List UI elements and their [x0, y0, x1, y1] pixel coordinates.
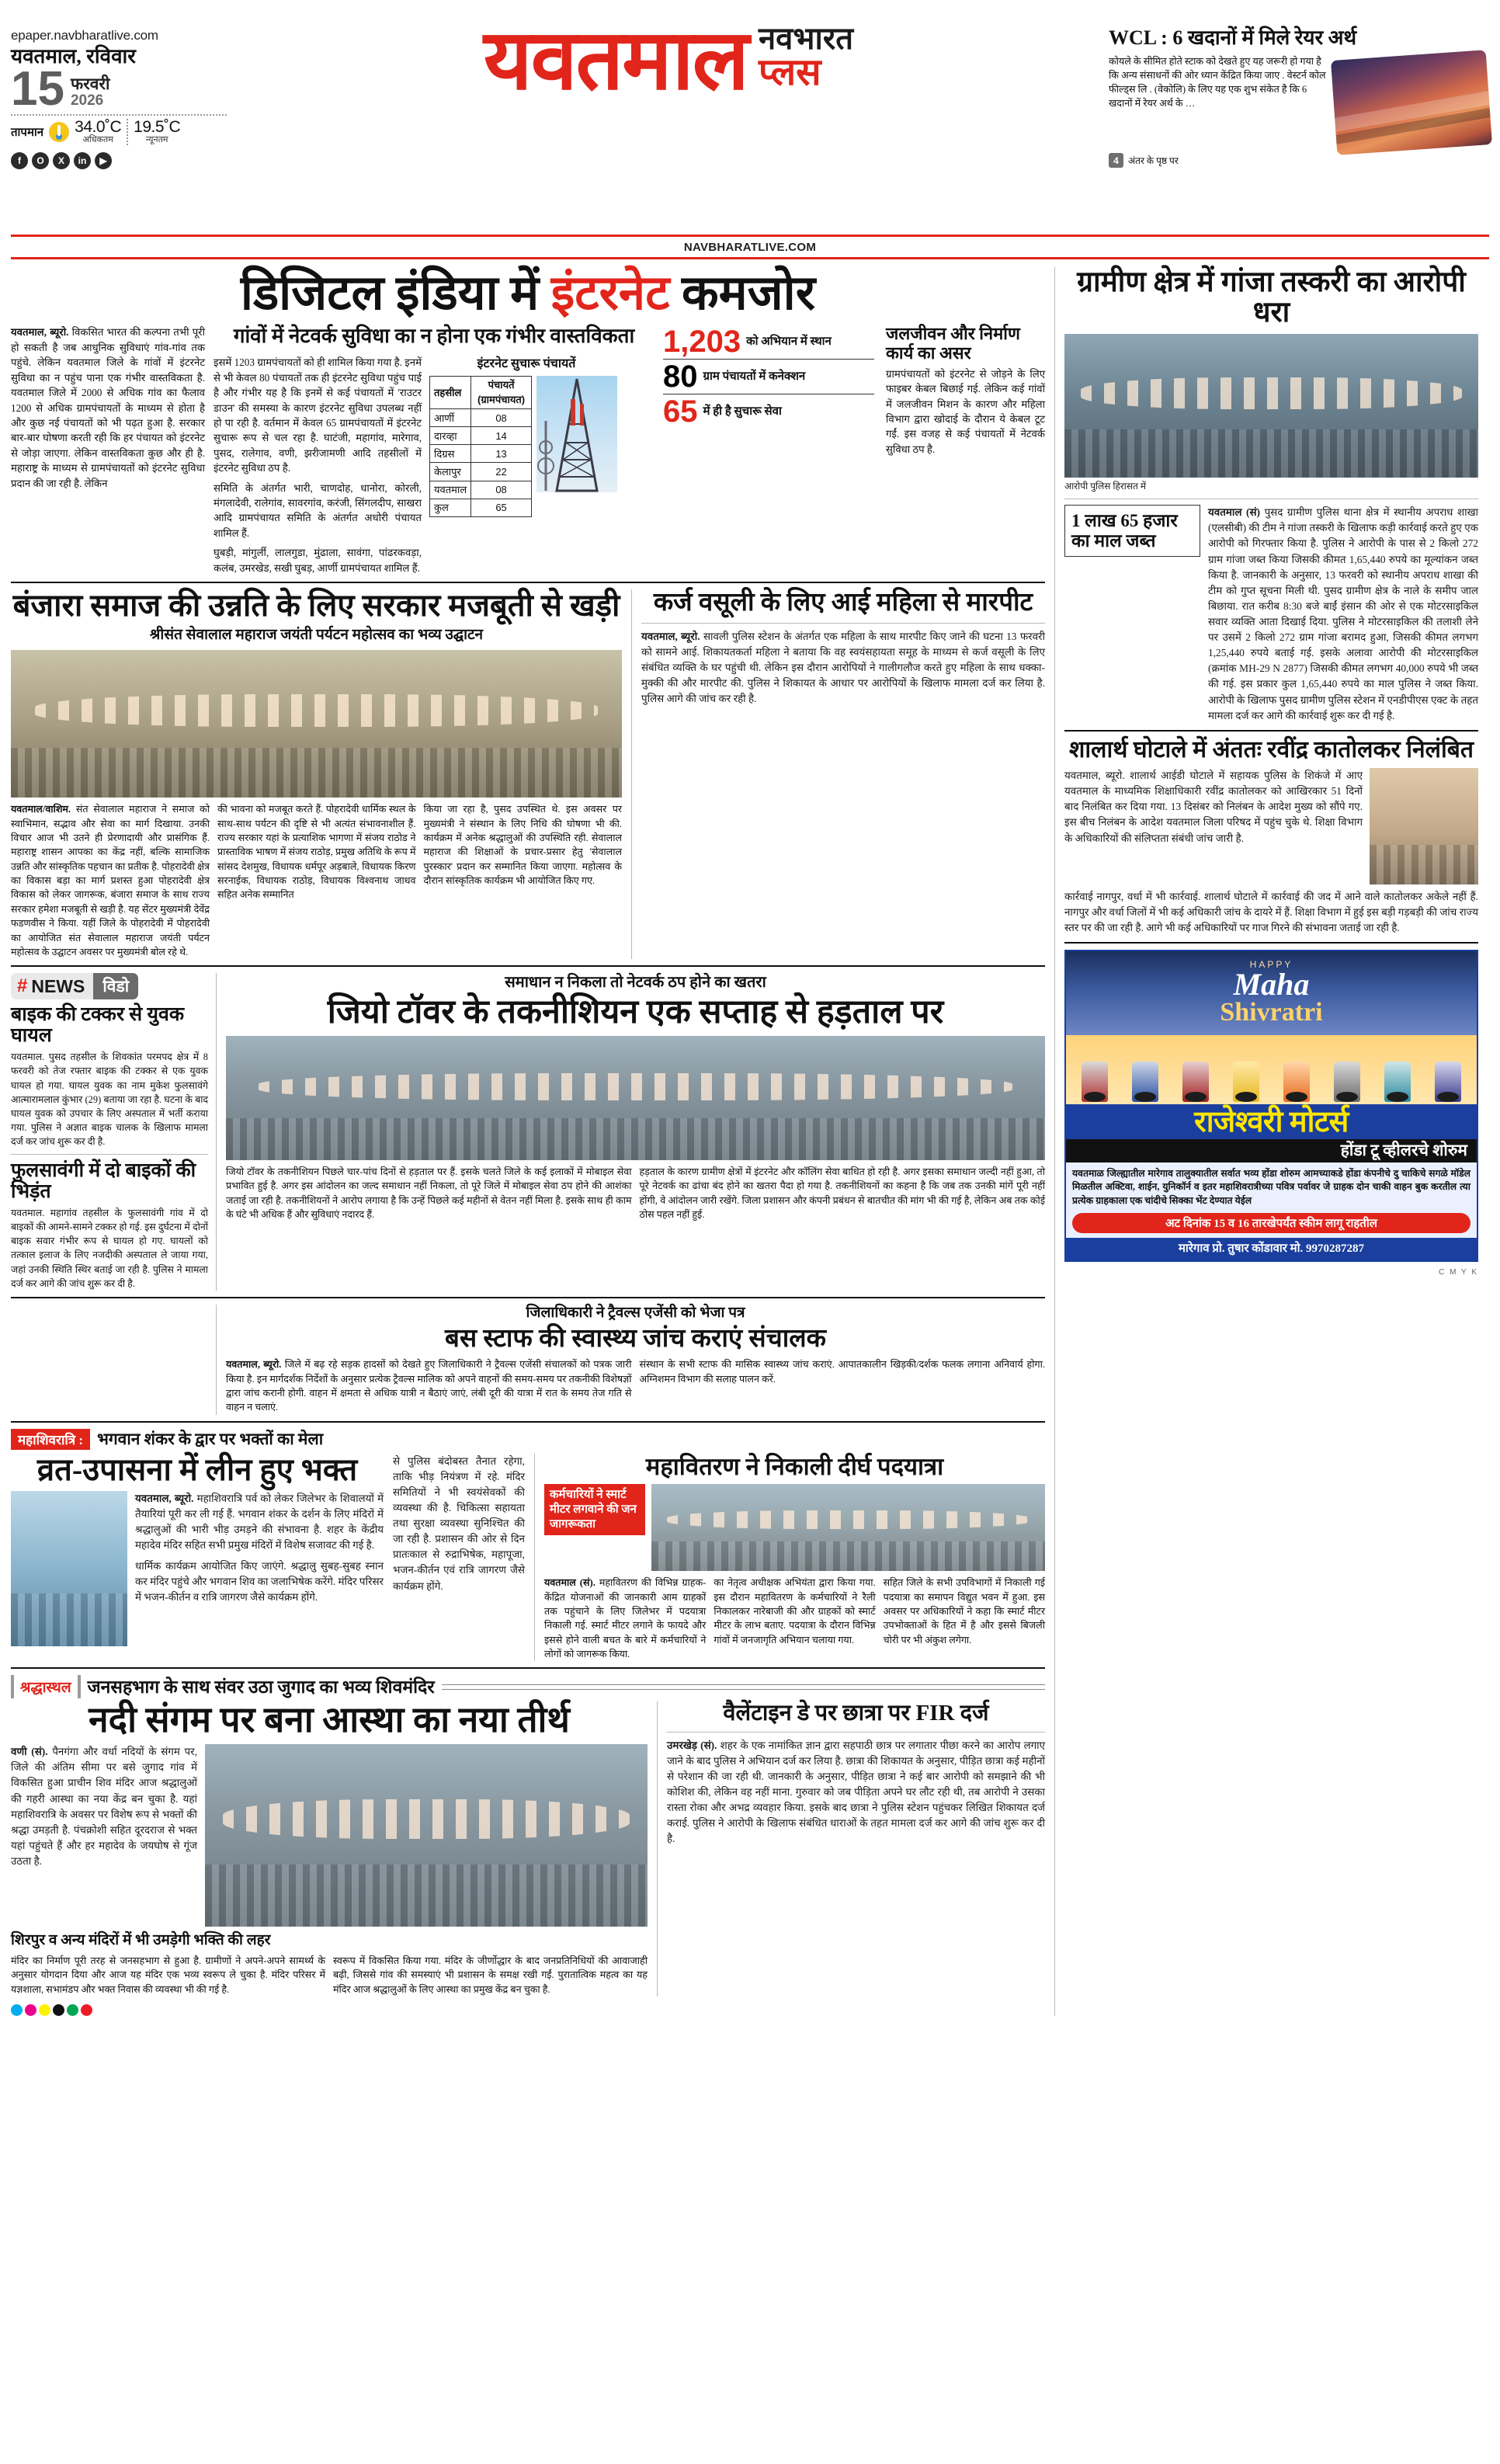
mahashivratri-text-1: महाशिवरात्रि पर्व को लेकर जिलेभर के शिवालयों में तैयारियां पूरी कर ली गई हैं. भगवान शंकर के दर्शन के लिए मंदिरों में श्रद्धालुओं की भारी भीड़ उमड़ने की संभावना है. शहर के केंद्रीय महादेव मंदिर सहित सभी प्रमुख मंदिरों में विशेष सजावट की गई है.	[135, 1493, 384, 1552]
official-portrait	[1370, 768, 1478, 884]
shraddha-left	[11, 1701, 648, 1997]
byline: यवतमाल (सं)	[1208, 506, 1260, 519]
shalarth-col-1: यवतमाल, ब्यूरो. शालार्थ आईडी घोटाले में सहायक पुलिस के शिकंजे में आए यवतमाल के माध्यमिक शिक्षाधिकारी रवींद्र कातोलकर को आखिरकार 51 दिनों बाद निलंबित कर दिया गया. 13 दिसंबर को निलंबन के आदेश मुख्य को सौंपे गए. इस बीच निलंबन के आदेश यवतमाल जिला परिषद में पहुंच चुके थे. शिक्षा विभाग के अधिकारियों की संलिप्तता संबंधी जांच जारी है.	[1064, 770, 1363, 844]
valentine-headline: वैलेंटाइन डे पर छात्रा पर FIR दर्ज	[723, 1701, 989, 1726]
jaljeevan-sidebar	[886, 325, 1045, 575]
lead-paragraph-2-wrap	[214, 355, 422, 575]
shraddha-body	[11, 1701, 1045, 1997]
linkedin-icon[interactable]: in	[74, 152, 91, 169]
wcl-teaser[interactable]	[1101, 0, 1489, 168]
bike-icon	[1283, 1062, 1310, 1102]
stat-text: को अभियान में स्थान	[746, 335, 832, 348]
shraddha-col-1	[11, 1744, 197, 1927]
third-row	[11, 973, 1045, 1290]
cell-tower-photo	[536, 376, 617, 492]
black-dot	[53, 2004, 64, 2016]
date-month: फरवरी	[70, 74, 110, 93]
divider	[11, 582, 1045, 583]
mahashivratri-body	[11, 1451, 1045, 1662]
panchayat-table	[429, 376, 532, 517]
website-band	[11, 235, 1489, 259]
stat-text: में ही है सुचारू सेवा	[703, 405, 782, 418]
jio-kicker: समाधान न निकला तो नेटवर्क ठप होने का खतरा	[505, 974, 766, 992]
ad-offer-strip: अट दिनांक 15 व 16 तारखेपर्यंत स्कीम लागू राहतील	[1072, 1213, 1470, 1233]
temp-max-value: 34.0˚C	[75, 118, 122, 137]
panchayat-count: 65	[471, 499, 532, 516]
jaljeevan-headline: जलजीवन और निर्माण कार्य का असर	[886, 324, 1020, 363]
table-row	[430, 409, 532, 427]
jio-columns	[226, 1165, 1045, 1222]
bus-rail-spacer	[11, 1305, 217, 1415]
lead-paragraph-4: घुबड़ी, मांगुर्ली, लालगुडा, मुंढाला, सावंगा, पांढरकवड़ा, कलंब, उमरखेड, सखी घुबड़, आर्णी ग्रामपंचायत शामिल हैं.	[214, 547, 422, 574]
dateline	[11, 62, 236, 116]
shraddha-sub-kicker: शिरपुर व अन्य मंदिरों में भी उमड़ेगी भक्ति की लहर	[11, 1932, 271, 1949]
banjara-col-1	[11, 802, 210, 959]
divider	[11, 1297, 1045, 1298]
table-row-total	[430, 499, 532, 516]
lead-headline-highlight: इंटरनेट	[550, 267, 670, 320]
table-header-row	[430, 376, 532, 408]
banjara-text-1: संत सेवालाल महाराज ने समाज को स्वाभिमान, सद्भाव और सेवा का मार्ग दिखाया. उनकी विचार आज भी उतने ही प्रेरणादायी और प्रासंगिक हैं. महाराष्ट्र शासन आपका का केंद्र नहीं, बल्कि सामाजिक उन्नति और सांस्कृतिक पहचान का प्रतीक है. पोहरादेवी क्षेत्र का विकास बड़ा का मार्ग प्रशस्त हुआ पोहरादेवी क्षेत्र विकास को लेकर जागरूक, बंजारा समाज के साथ राज्य सरकार हमेशा मजबूती से खड़ी है. यह सेंटर मुख्यमंत्री देवेंद्र फडणवीस ने किया. यहीं जिले के पोहरादेवी में पोहरादेवी का आयोजित संत सेवालाल महाराज जयंती पर्यटन महोत्सव के उद्घाटन अवसर पर मुख्यमंत्री बोल रहे थे.	[11, 804, 210, 957]
karj-headline: कर्ज वसूली के लिए आई महिला से मारपीट	[653, 589, 1033, 617]
shraddha-text-1: पैनगंगा और वर्धा नदियों के संगम पर, जिले की अंतिम सीमा पर बसे जुगाद गांव में विकसित हुआ प्राचीन शिव मंदिर आज श्रद्धालुओं की गहरी आस्था का नया केंद्र बन चुका है. यहां महाशिवरात्रि के अवसर पर विशेष रूप से भक्तों की श्रद्धा उमड़ती है. पंचक्रोशी सहित दूरदराज से भक्त यहां पहुंचते हैं और हर महादेव के जयघोष से गूंज उठता है.	[11, 1746, 197, 1867]
logo-secondary	[759, 23, 853, 92]
banjara-subhead: श्रीसंत सेवालाल महाराज जयंती पर्यटन महोत्सव का भव्य उद्घाटन	[149, 627, 484, 644]
lead-subhead: गांवों में नेटवर्क सुविधा का न होना एक गंभीर वास्तविकता	[233, 325, 635, 348]
green-dot	[67, 2004, 78, 2016]
mahavitaran-text-1: महावितरण की विभिन्न ग्राहक-केंद्रित योजनाओं की जानकारी आम ग्राहकों तक पहुंचाने के लिए जिलेभर में पदयात्रा निकाली गई. स्मार्ट मीटर लगाने के फायदे और इससे होने वाली बचत के बारे में कर्मचारियों ने लोगों को जागरूक किया.	[544, 1577, 707, 1660]
byline: यवतमाल, ब्यूरो.	[135, 1493, 194, 1505]
footer-left	[11, 2004, 1045, 2016]
video-label: विडो	[93, 973, 138, 999]
bike-icon	[1082, 1062, 1108, 1102]
bus-col-1	[226, 1357, 632, 1415]
karj-body	[641, 629, 1045, 707]
stat-item	[663, 360, 874, 394]
table-row	[430, 463, 532, 481]
lead-headline-part2: कमजोर	[669, 267, 816, 320]
bike-icon	[1132, 1062, 1158, 1102]
divider	[11, 965, 1045, 967]
thermometer-icon	[49, 122, 69, 142]
infographic	[429, 355, 623, 575]
shalarth-body	[1064, 768, 1478, 884]
news-video-rail	[11, 973, 217, 1290]
ganja-text: पुसद ग्रामीण पुलिस थाना क्षेत्र में स्थानीय अपराध शाखा (एलसीबी) की टीम ने गांजा तस्करी के खिलाफ कड़ी कार्रवाई करते हुए एक आरोपी को गिरफ्तार किया है. पुलिस ने आरोपी के पास से 2 किलो 272 ग्राम गांजा जब्त किया जिसकी कीमत 1,65,440 रुपये का मूल्यांकन जब्त किया है. जानकारी के अनुसार, 13 फरवरी को स्थानीय अपराध शाखा की टीम को गुप्त सूचना मिली थी. पुसद ग्रामीण क्षेत्र के नाले के समीप जाल बिछाया. रात करीब 8:30 बजे बाईं इंसान की ओर से एक मोटरसाइकिल सवार व्यक्ति आता दिखाई दिया. पुलिस ने मोटरसाइकिल की तलाशी लेने पर उसमें 2 किलो 272 ग्राम गांजा बरामद हुआ, जिसकी कीमत लगभग 1,25,440 रुपये बताई गई. इसके अलावा आरोपी की मोटरसाइकिल (क्रमांक MH-29 N 2877) जिसकी कीमत लगभग 40,000 रुपये भी जब्त की गई. इस प्रकार कुल 1,65,440 रुपये का माल पुलिस ने जब्त किया. आरोपी के खिलाफ पुसद ग्रामीण पुलिस स्टेशन में एनडीपीएस एक्ट के तहत मामला दर्ज कर आगे की कार्रवाई शुरू कर दी गई है.	[1208, 506, 1478, 721]
infographic-body	[429, 376, 623, 517]
tehsil-name: दारव्हा	[430, 427, 471, 445]
temp-max-block	[75, 119, 121, 144]
table-row	[430, 445, 532, 463]
date-year: 2026	[70, 92, 104, 109]
karj-text: सावली पुलिस स्टेशन के अंतर्गत एक महिला के साथ मारपीट किए जाने की घटना 13 फरवरी को सामने आई. शिकायतकर्ता महिला ने बताया कि वह स्वयंसहायता समूह के माध्यम से कर्ज वसूली के लिए संबंधित व्यक्ति के घर पहुंची थी. लेकिन इस दौरान आरोपियों ने गालीगलौज करते हुए महिला के साथ धक्का-मुक्की की और मारपीट की. पुलिस ने शिकायत के आधार पर आरोपियों के खिलाफ मामला दर्ज कर लिया है. पुलिस आगे की जांच कर रही है.	[641, 630, 1046, 705]
mahashivratri-headline: व्रत-उपासना में लीन हुए भक्त	[36, 1451, 358, 1487]
shraddha-kicker: जनसहभाग के साथ संवर उठा जुगाद का भव्य शिवमंदिर	[87, 1677, 435, 1697]
jaljeevan-text: ग्रामपंचायतों को इंटरनेट से जोड़ने के लिए फाइबर केबल बिछाई गई. लेकिन कई गांवों में जलजीवन मिशन के कारण और महिला विभाग द्वारा खोदाई के दौरान ये केबल टूट गईं. इस वजह से कई पंचायतों में नेटवर्क सुविधा ठप है.	[886, 367, 1045, 455]
mahavitaran-chip: कर्मचारियों ने स्मार्ट मीटर लगवाने की जन जागरूकता	[544, 1484, 645, 1535]
ganja-seizure-box	[1064, 505, 1200, 557]
valentine-body	[667, 1738, 1045, 1847]
divider	[1064, 942, 1478, 944]
divider	[11, 1154, 208, 1155]
ganja-photo-caption: आरोपी पुलिस हिरासत में	[1064, 481, 1147, 492]
shraddha-kicker-row	[11, 1675, 1045, 1698]
wcl-page-ref[interactable]	[1109, 153, 1489, 168]
shivratri-ad-banner	[1066, 951, 1477, 1035]
panchayat-count: 08	[471, 481, 532, 499]
masthead-left	[11, 0, 236, 169]
byline: यवतमाल, ब्यूरो.	[641, 630, 700, 642]
shivratri-title-1: Maha	[1233, 967, 1310, 1003]
tehsil-name: दिग्रस	[430, 445, 471, 463]
bike-icon	[1182, 1062, 1209, 1102]
ganja-sub-headline: 1 लाख 65 हजार का माल जब्त	[1071, 511, 1178, 551]
lead-headline	[11, 269, 1045, 318]
shalarth-story	[1064, 738, 1478, 937]
divider	[11, 1421, 1045, 1423]
bikes-photo-strip	[1066, 1035, 1477, 1104]
stat-text: ग्राम पंचायतों में कनेक्शन	[703, 370, 806, 383]
divider	[641, 623, 1045, 624]
shraddha-chip: श्रद्धास्थल	[11, 1675, 81, 1698]
logo-title: यवतमाल	[483, 15, 748, 107]
bike-icon	[1334, 1062, 1360, 1102]
lead-body	[11, 325, 1045, 575]
lead-stats-column	[663, 325, 877, 575]
bus-columns	[226, 1357, 1045, 1415]
bus-staff-story	[226, 1305, 1045, 1415]
col-header-panchayat: पंचायतें (ग्रामपंचायत)	[471, 376, 532, 408]
temperature-label: तापमान	[11, 126, 44, 139]
shivratri-title-2: Shivratri	[1220, 998, 1323, 1027]
news-item-2-text: यवतमाल. महागांव तहसील के फुलसावंगी गांव में दो बाइकों की आमने-सामने टक्कर हो गई. इस दुर्घटना में दोनों बाइक सवार गंभीर रूप से घायल हो गए. घायलों को तत्काल इलाज के लिए नजदीकी अस्पताल ले जाया गया, जहां उनकी स्थिति स्थिर बताई जा रही है. पुलिस ने मामला दर्ज कर आगे की जांच शुरू कर दी है.	[11, 1208, 208, 1289]
bike-icon	[1233, 1062, 1259, 1102]
lead-headline-part1: डिजिटल इंडिया में	[240, 267, 551, 320]
shivratri-happy-text: HAPPY	[1249, 959, 1293, 971]
page-number-badge: 4	[1109, 153, 1123, 168]
twitter-x-icon[interactable]: X	[53, 152, 70, 169]
wcl-headline: WCL : 6 खदानों में मिले रेयर अर्थ	[1109, 26, 1357, 49]
mahashivratri-chip: महाशिवरात्रि :	[11, 1429, 90, 1450]
shraddha-subkicker-row	[11, 1932, 648, 1950]
lead-story	[11, 269, 1045, 575]
page-ref-text: अंतर के पृष्ठ पर	[1128, 155, 1179, 167]
table-row	[430, 481, 532, 499]
second-row	[11, 589, 1045, 959]
mahavitaran-chip-wrap	[544, 1484, 645, 1571]
cyan-dot	[11, 2004, 23, 2016]
tehsil-name: आर्णी	[430, 409, 471, 427]
main-column	[11, 267, 1055, 2016]
tehsil-name: केलापुर	[430, 463, 471, 481]
mahavitaran-story	[534, 1454, 1045, 1662]
padyatra-photo	[651, 1484, 1045, 1571]
panchayat-count: 13	[471, 445, 532, 463]
banjara-headline: बंजारा समाज की उन्नति के लिए सरकार मजबूती से खड़ी	[12, 588, 620, 624]
news-video-badge[interactable]	[11, 973, 138, 999]
wcl-text: कोयले के सीमित होते स्टाक को देखते हुए यह जरूरी हो गया है कि अन्य संसाधनों की ओर ध्यान केंद्रित किया जाए . वेस्टर्न कोल फील्ड्स लि . (वेकोलि) के लिए यह एक शुभ संकेत है कि 6 खदानों में रेयर अर्थ के …	[1109, 56, 1326, 109]
bus-col-2: संस्थान के सभी स्टाफ की मासिक स्वास्थ्य जांच कराएं. आपातकालीन खिड़की/दर्शक फलक लगाना अनिवार्य होगा. अग्निशमन विभाग की सलाह पालन करें.	[639, 1359, 1045, 1385]
divider	[1064, 730, 1478, 732]
mahavitaran-headline: महावितरण ने निकाली दीर्घ पदयात्रा	[645, 1452, 944, 1480]
decorative-rule	[442, 1684, 1045, 1690]
shraddha-col-3: स्वरूप में विकसित किया गया. मंदिर के जीर्णोद्धार के बाद जनप्रतिनिधियों की आवाजाही बढ़ी, जिससे गांव की समस्याएं भी प्रशासन के समक्ष रखी गईं. पुरातात्विक महत्व का यह मंदिर आज श्रद्धालुओं के लिए आस्था का प्रमुख केंद्र बन चुका है.	[333, 1955, 648, 1995]
logo-navbharat: नवभारत	[758, 21, 854, 56]
masthead-logo	[236, 0, 1101, 107]
panchayat-count: 08	[471, 409, 532, 427]
shalarth-portrait-wrap	[1370, 768, 1478, 884]
strike-photo	[226, 1036, 1045, 1160]
red-dot	[81, 2004, 92, 2016]
date-day: 15	[11, 62, 64, 116]
news-badge-left	[11, 973, 93, 999]
mahashivratri-col-1	[135, 1491, 384, 1646]
ganja-sub-wrap	[1064, 505, 1200, 724]
logo-plus: प्लस	[758, 52, 821, 93]
content-grid	[11, 267, 1489, 2016]
byline: उमरखेड़ (सं).	[667, 1739, 717, 1751]
lead-col-center	[214, 325, 655, 575]
panchayat-count: 22	[471, 463, 532, 481]
valentine-story	[657, 1701, 1045, 1997]
byline: यवतमाल, ब्यूरो.	[11, 326, 69, 339]
right-column	[1055, 267, 1478, 2016]
ad-business-name: राजेश्वरी मोटर्स	[1066, 1104, 1477, 1139]
lead-paragraph-1: विकसित भारत की कल्पना तभी पूरी हो सकती है जब आधुनिक सुविधाएं गांव-गांव तक पहुंचे. लेकिन यवतमाल जिले के गांवों में इंटरनेट सुविधा का न पहुंच पाना एक गंभीर वास्तविकता है. यवतमाल जिले में 2000 से अधिक गांव का फैलाव 1200 से अधिक ग्रामपंचायतों के माध्यम से होता है और कुछ नई पंचायतों को भी पढ़त हुआ है. सरकार बार-बार घोषणा करती रही कि हर पंचायत को इंटरनेट से जोड़ा जाएगा. लेकिन वास्तविकता कुछ और ही है. महाराष्ट्र के माध्यम से ग्रामपंचायतों को इंटरनेट सुविधा प्रदान की जा रही है. लेकिन	[11, 326, 205, 489]
cmyk-mark: C M Y K	[1439, 1267, 1478, 1277]
lead-paragraph-3: समिति के अंतर्गत भारी, चाणदोह, धानोरा, कोरली, मंगलादेवी, रालेगांव, सावरगांव, करंजी, सिंगलदीप, साखरा आदि ग्रामपंचायत समिति के अंतर्गत अधोरी पंचायत शामिल हैं.	[214, 481, 422, 539]
bus-kicker: जिलाधिकारी ने ट्रैवल्स एजेंसी को भेजा पत्र	[526, 1304, 745, 1321]
table-row	[430, 427, 532, 445]
shraddha-col-2: मंदिर का निर्माण पूरी तरह से जनसहभाग से हुआ है. ग्रामीणों ने अपने-अपने सामर्थ्य के अनुसार योगदान दिया और आज यह मंदिर एक भव्य स्वरूप ले चुका है. मंदिर परिसर में यज्ञशाला, सभामंडप और भक्त निवास की व्यवस्था भी की गई है.	[11, 1955, 325, 1995]
masthead	[11, 0, 1489, 233]
panchayat-count: 14	[471, 427, 532, 445]
shalarth-headline: शालार्थ घोटाले में अंततः रवींद्र कातोलकर निलंबित	[1068, 736, 1474, 763]
divider	[127, 119, 128, 145]
col-header-tehsil: तहसील	[430, 376, 471, 408]
temp-min-block	[134, 119, 180, 144]
facebook-icon[interactable]: f	[11, 152, 28, 169]
jio-story	[226, 973, 1045, 1290]
byline: यवतमाल, ब्यूरो.	[226, 1359, 282, 1371]
karj-story	[641, 589, 1045, 959]
banjara-story	[11, 589, 632, 959]
bike-icon	[1384, 1062, 1411, 1102]
bike-icon	[1435, 1062, 1461, 1102]
ad-contact: मारेगाव प्रो. तुषार कोंडावार मो. 9970287287	[1066, 1238, 1477, 1260]
divider	[11, 1667, 1045, 1669]
news-item-1-headline: बाइक की टक्कर से युवक घायल	[11, 1004, 185, 1047]
jio-headline: जियो टॉवर के तकनीशियन एक सप्ताह से हड़ताल पर	[327, 994, 944, 1031]
mahashivratri-text-2: धार्मिक कार्यक्रम आयोजित किए जाएंगे. श्रद्धालु सुबह-सुबह स्नान कर मंदिर पहुंचे और भगवान शिव का जलाभिषेक करेंगे. मंदिर परिसर में भजन-कीर्तन व रात्रि जागरण जैसे कार्यक्रम होंगे.	[135, 1559, 384, 1603]
epaper-url[interactable]: epaper.navbharatlive.com	[11, 28, 158, 43]
key-statistics	[663, 325, 874, 429]
edition-place-day: यवतमाल, रविवार	[11, 45, 136, 68]
shraddhasthal-section	[11, 1675, 1045, 1997]
byline: वणी (सं).	[11, 1746, 48, 1758]
color-registration-marks	[11, 2004, 92, 2016]
banjara-col-3: किया जा रहा है, पुसद उपस्थित थे. इस अवसर पर मुख्यमंत्री ने संस्थान के लिए निधि की घोषणा भी की. कार्यक्रम में अनेक श्रद्धालुओं की उपस्थिति रही. सेवालाल महाराज की शिक्षाओं के प्रचार-प्रसार हेतु 'सेवालाल पुरस्कार' प्रदान कर सम्मानित किया जाएगा. महोत्सव के दौरान सांस्कृतिक कार्यक्रम भी आयोजित किए गए.	[423, 804, 622, 887]
news-label: NEWS	[31, 975, 85, 996]
magenta-dot	[25, 2004, 36, 2016]
shiva-photo	[11, 1491, 127, 1646]
wcl-content	[1109, 55, 1489, 150]
shalarth-col-2: कार्रवाई नागपुर, वर्धा में भी कार्रवाई. शालार्थ घोटाले में कार्रवाई की जद में आने वाले कातोलकर अकेले नहीं हैं. नागपुर और वर्धा जिलों में भी कई अधिकारी जांच के दायरे में हैं. शिक्षा विभाग में हुई इस बड़ी गड़बड़ी की जांच राज्य स्तर पर की जा रही है. आगे भी कई अधिकारियों पर गाज गिरने की संभावना जताई जा रही है.	[1064, 891, 1478, 934]
banjara-col-2: की भावना को मजबूत करते हैं. पोहरादेवी धार्मिक स्थल के साथ-साथ पर्यटन की दृष्टि से भी अत्यंत संभावनाशील हैं. राज्य सरकार यहां के प्रत्याशिक भागणा में संजय राठोड ने प्रास्ताविक भाषण में संजय राठोड़, प्रमुख अतिथि के रूप में सांसद देशमुख, विधायक धर्मपूर अड़बाले, विधायक किरण सरनाईक, विधायक राठोड़, विधायक विश्वनाथ जाधव सहित अनेक सम्मानित	[217, 804, 416, 901]
temp-min-value: 19.5˚C	[134, 118, 181, 137]
footer-right	[1064, 1268, 1478, 1277]
mahashivratri-left	[11, 1451, 384, 1662]
social-icons	[11, 152, 236, 169]
shraddha-lower-columns	[11, 1954, 648, 1997]
byline: यवतमाल (सं).	[544, 1577, 595, 1589]
ganja-text-wrap	[1208, 505, 1478, 724]
instagram-icon[interactable]: O	[32, 152, 49, 169]
temp-max-label: अधिकतम	[82, 135, 113, 145]
yellow-dot	[39, 2004, 50, 2016]
ganja-headline: ग्रामीण क्षेत्र में गांजा तस्करी का आरोपी धरा	[1077, 266, 1466, 329]
festival-photo	[11, 650, 622, 798]
mahashivratri-col-3: से पुलिस बंदोबस्त तैनात रहेगा, ताकि भीड़ नियंत्रण में रहे. मंदिर समितियों ने भी स्वयंसेवकों की व्यवस्था की है. चिकित्सा सहायता तथा सुरक्षा व्यवस्था सुनिश्चित की जा रही है. प्रशासन की ओर से दिन प्रातःकाल से रुद्राभिषेक, महापूजा, भजन-कीर्तन एवं रात्रि जागरण जैसे कार्यक्रम होंगे.	[393, 1454, 525, 1592]
byline: यवतमाल/वाशिम.	[11, 804, 71, 815]
stat-number: 80	[663, 360, 698, 394]
bus-headline: बस स्टाफ की स्वास्थ्य जांच कराएं संचालक	[445, 1324, 826, 1353]
accused-photo	[1064, 334, 1478, 478]
infographic-title: इंटरनेट सुचारू पंचायतें	[477, 357, 576, 371]
mahashivratri-story	[11, 1429, 1045, 1662]
news-item-2-headline: फुलसावंगी में दो बाइकों की भिड़ंत	[11, 1160, 196, 1203]
stat-item	[663, 394, 874, 429]
mahashivratri-kicker: भगवान शंकर के द्वार पर भक्तों का मेला	[97, 1429, 324, 1448]
youtube-icon[interactable]: ▶	[95, 152, 112, 169]
mahavitaran-col-2: का नेतृत्व अधीक्षक अभियंता द्वारा किया गया. इस दौरान महावितरण के कर्मचारियों ने रैली निकालकर नारेबाजी की और ग्राहकों को स्मार्ट मीटर के लाभ बताए. पदयात्रा के दौरान विभिन्न गांवों में जनजागृति अभियान चलाया गया.	[714, 1577, 876, 1646]
jio-col-2: हड़ताल के कारण ग्रामीण क्षेत्रों में इंटरनेट और कॉलिंग सेवा बाधित हो रही है. अगर इसका समाधान जल्दी नहीं हुआ, तो पूरे नेटवर्क का ढांचा बंद होने का खतरा पैदा हो गया है. तकनीशियनों का कहना है कि जब तक उनकी मांगें पूरी नहीं होंगी, वे आंदोलन जारी रखेंगे. जिला प्रशासन और कंपनी प्रबंधन से बातचीत की मांग भी की गई है, लेकिन अब तक कोई ठोस पहल नहीं हुई.	[639, 1166, 1045, 1221]
tehsil-name: कुल	[430, 499, 471, 516]
advertisement[interactable]	[1064, 950, 1478, 1261]
temp-min-label: न्यूनतम	[145, 135, 168, 145]
mahavitaran-columns	[544, 1576, 1045, 1661]
mine-photo	[1331, 50, 1492, 155]
stat-item	[663, 325, 874, 360]
hash-icon: #	[17, 975, 28, 997]
stat-number: 65	[663, 394, 698, 429]
lead-paragraph-2: इसमें 1203 ग्रामपंचायतों को ही शामिल किया गया है. इनमें से भी केवल 80 पंचायतों तक ही इंटरनेट सुविधा पहुंच पाई है और गंभीर यह है कि इनमें से कई पंचायतों में 'राउटर डाउन' की समस्या के कारण इंटरनेट सुविधा उपलब्ध नहीं हो पा रही है. वर्तमान में केवल 65 ग्रामपंचायतों में इंटरनेट सुचारू रूप से चल रहा है. घाटंजी, महागांव, मारेगाव, पुसद, रालेगाव, वणी, झरीजामणी आदि तहसीलों में इंटरनेट सुविधा ठप है.	[214, 356, 422, 474]
ad-body-text: यवतमाळ जिल्ह्यातील मारेगाव तालुक्यातील सर्वात भव्य होंडा शोरुम आमच्याकडे होंडा कंपनीचे दु चाकिचे सगळे मॉडेल मिळतील अक्टिवा, शाईन, युनिकॉर्न व इतर महाशिवरात्रीच्या पवित्र पर्वावर जे ग्राहक दोन चाकी वाहन बुक करतील त्या प्रत्येक ग्राहकाला एक चांदीचे सिक्का भेंट देण्यात येईल	[1072, 1167, 1470, 1207]
mahavitaran-col-1	[544, 1576, 706, 1661]
lead-col-1	[11, 325, 205, 575]
fourth-row	[11, 1305, 1045, 1415]
banjara-columns	[11, 802, 622, 959]
ganja-story	[1064, 267, 1478, 724]
valentine-text: शहर के एक नामांकित ज्ञान द्वारा सहपाठी छात्र पर लगातार पीछा करने का आरोप लगाए जाने के बाद पुलिस ने अभियान दर्ज कर लिया है. छात्रा की शिकायत के अनुसार, पीड़ित छात्रा कई महीनों से परेशान की जा रही थी. जानकारी के अनुसार, पीड़ित छात्रा ने कई बार आरोपी को समझाने की भी कोशिश की, लेकिन वह नहीं माना. गुरुवार को जब पीड़िता अपने घर लौट रही थी, तब आरोपी ने उसका रास्ता रोका और अभद्र व्यवहार किया. इसके बाद छात्रा ने पुलिस स्टेशन पहुंचकर लिखित शिकायत दर्ज कराई. पुलिस ने आरोपी के खिलाफ संबंधित धाराओं के तहत मामला दर्ज कर आगे की जांच शुरू कर दी है.	[667, 1739, 1045, 1845]
news-item-1-text: यवतमाल. पुसद तहसील के शिवकांत परमपद क्षेत्र में 8 फरवरी को तेज रफ्तार बाइक की टक्कर से एक युवक घायल हो गया. घायल युवक का नाम मुकेश फुलसावंगे आत्मारामलाल कुंभार (29) बताया जा रहा है. घटना के बाद घायल युवक को उपचार के लिए अस्पताल में भर्ती कराया गया. पुलिस ने अज्ञात बाइक चालक के खिलाफ मामला दर्ज कर जांच शुरू कर दी है.	[11, 1051, 208, 1148]
shraddha-headline: नदी संगम पर बना आस्था का नया तीर्थ	[89, 1700, 570, 1740]
temple-crowd-photo	[205, 1744, 648, 1927]
stat-number: 1,203	[663, 325, 741, 360]
tehsil-name: यवतमाल	[430, 481, 471, 499]
bus-text-1: जिले में बढ़ रहे सड़क हादसों को देखते हुए जिलाधिकारी ने ट्रैवल्स एजेंसी संचालकों को पत्रक जारी किया है. इन मार्गदर्शक निर्देशों के अनुसार प्रत्येक ट्रैवल्स मालिक को अपने वाहनों की समय-समय पर तकनीकी विशेषज्ञों द्वारा जांच करानी होगी. वाहन में क्षमता से अधिक यात्री न बैठाएं जाएं, लंबी दूरी की यात्रा में रात के समय तेज गति से वाहन न चलाएं.	[226, 1359, 632, 1413]
mahashivratri-kicker-row	[11, 1429, 1045, 1450]
weather-block	[11, 119, 236, 145]
jio-col-1: जियो टॉवर के तकनीशियन पिछले चार-पांच दिनों से हड़ताल पर हैं. इसके चलते जिले के कई इलाकों में मोबाइल सेवा प्रभावित हुई है. अगर इस आंदोलन का जल्द समाधान नहीं निकला, तो पूरे जिले में मोबाइल सेवा ठप होने की आशंका जताई जा रही है. तकनीशियनों ने आरोप लगाया है कि उन्हें पिछले कई महीनों से वेतन नहीं मिला है. इसके साथ ही काम के घंटे भी अधिक हैं और सुविधाएं नदारद हैं.	[226, 1166, 632, 1221]
mahavitaran-col-3: सहित जिले के सभी उपविभागों में निकाली गई पदयात्रा का समापन विद्युत भवन में हुआ. इस अवसर पर अधिकारियों ने कहा कि स्मार्ट मीटर उपभोक्ताओं के हित में है और इससे बिजली चोरी पर भी अंकुश लगेगा.	[883, 1577, 1045, 1646]
ad-business-subtitle: होंडा टू व्हीलरचे शोरुम	[1066, 1139, 1477, 1162]
website-url: NAVBHARATLIVE.COM	[683, 240, 817, 254]
ganja-body	[1064, 505, 1478, 724]
